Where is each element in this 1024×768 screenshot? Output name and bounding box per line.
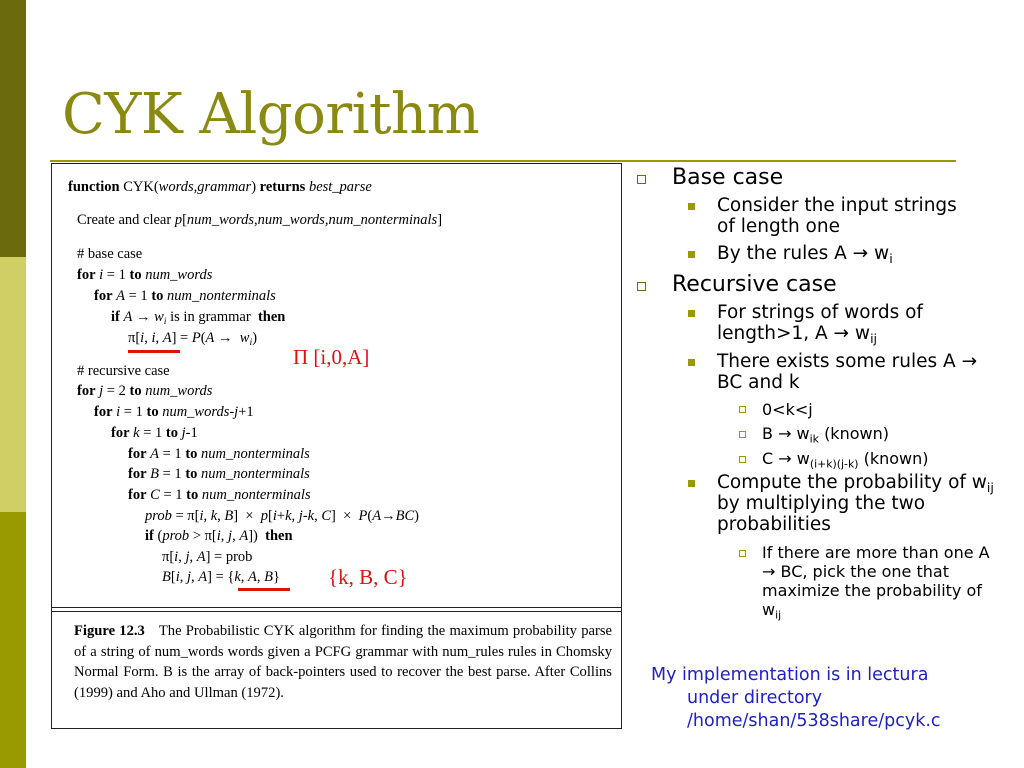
- bullet-consider-input: Consider the input strings of length one: [717, 195, 957, 237]
- slide-title: CYK Algorithm: [62, 82, 480, 147]
- code-line-9: for j = 2 to num_words: [77, 383, 213, 399]
- code-line-1: function CYK(words,grammar) returns best_parse: [68, 179, 372, 195]
- sidebar-band-dark: [0, 0, 26, 257]
- bullet-marker-base-sub1: [688, 203, 695, 210]
- bullet-by-rules: By the rules $A \to w_i$: [717, 243, 893, 266]
- bullet-for-strings: For strings of words of length>1, $A \to w_{ij}$: [717, 302, 923, 346]
- annotation-backpointer: {k, B, C}: [328, 565, 408, 589]
- note-line-2: under directory: [687, 688, 823, 708]
- bullet-marker-recursive: [637, 282, 646, 291]
- bullet-marker-b-known: [739, 431, 746, 438]
- sidebar-band-light: [0, 257, 26, 512]
- bullet-marker-k-range: [739, 406, 746, 413]
- bullet-marker-pick-max: [739, 550, 746, 557]
- code-line-12: for A = 1 to num_nonterminals: [128, 446, 310, 462]
- caption-label: Figure 12.3: [74, 623, 145, 639]
- code-line-18: B[i, j, A] = {k, A, B}: [162, 569, 280, 585]
- code-line-6: if $A \to w_i$ is in grammar then: [111, 309, 286, 327]
- bullet-recursive-case: Recursive case: [672, 272, 837, 297]
- figure-separator: [52, 607, 621, 612]
- bullet-marker-rec-sub1: [688, 310, 695, 317]
- code-line-2: Create and clear p[num_words,num_words,num_nonterminals]: [77, 212, 443, 228]
- code-line-14: for C = 1 to num_nonterminals: [128, 487, 311, 503]
- bullet-marker-rec-sub2: [688, 359, 695, 366]
- code-line-5: for A = 1 to num_nonterminals: [94, 288, 276, 304]
- code-line-7: π[i, i, $A] = P(A \to w_i)$: [128, 330, 258, 348]
- code-line-17: π[i, j, A] = prob: [162, 549, 253, 565]
- code-line-3: # base case: [77, 246, 143, 262]
- bullet-marker-base-sub2: [688, 251, 695, 258]
- bullet-exists-rules: There exists some rules A → BC and k: [717, 351, 978, 393]
- code-line-8: # recursive case: [77, 363, 170, 379]
- annotation-pi: Π [i,0,A]: [293, 345, 370, 369]
- sidebar-band-olive: [0, 512, 26, 768]
- backpointer-underline: [238, 588, 290, 591]
- note-line-3: /home/shan/538share/pcyk.c: [687, 711, 941, 731]
- bullet-marker-rec-sub3: [688, 480, 695, 487]
- code-line-16: if (prob > π[i, j, A]) then: [145, 528, 293, 544]
- title-underline: [50, 160, 956, 162]
- bullet-compute-probability: Compute the probability of $w_{ij}$ by multiplying the two probabilities: [717, 472, 994, 535]
- pi-underline: [128, 350, 180, 353]
- caption-text: The Probabilistic CYK algorithm for finding the maximum probability parse of a string of num_words words given a PCFG grammar with num_rules rules in Chomsky Normal Form. B is the array of back-pointers used to recover the best parse. After Collins (1999) and Aho and Ullman (1972).: [74, 623, 612, 701]
- algorithm-figure: [51, 163, 622, 729]
- bullet-k-range: 0<k<j: [762, 400, 813, 419]
- bullet-b-known: $B \to w_{ik}$ (known): [762, 424, 889, 446]
- implementation-note: [651, 664, 941, 733]
- code-line-4: for i = 1 to num_words: [77, 267, 213, 283]
- bullet-base-case: Base case: [672, 165, 784, 190]
- figure-caption: [74, 621, 612, 703]
- bullet-marker-base: [637, 175, 646, 184]
- bullet-pick-max: If there are more than one A → BC, pick the one that maximize the probability of $w_{ij}$: [762, 543, 990, 622]
- code-line-13: for B = 1 to num_nonterminals: [128, 466, 310, 482]
- bullet-marker-c-known: [739, 456, 746, 463]
- code-line-15: prob = π[i, k, B] × p[i+k, j-k, C] × P(A→BC): [145, 508, 419, 524]
- note-line-1: My implementation is in lectura: [651, 665, 929, 685]
- code-line-11: for k = 1 to j-1: [111, 425, 198, 441]
- bullet-c-known: $C \to w_{(i+k)(j-k)}$ (known): [762, 449, 929, 471]
- code-line-10: for i = 1 to num_words-j+1: [94, 404, 254, 420]
